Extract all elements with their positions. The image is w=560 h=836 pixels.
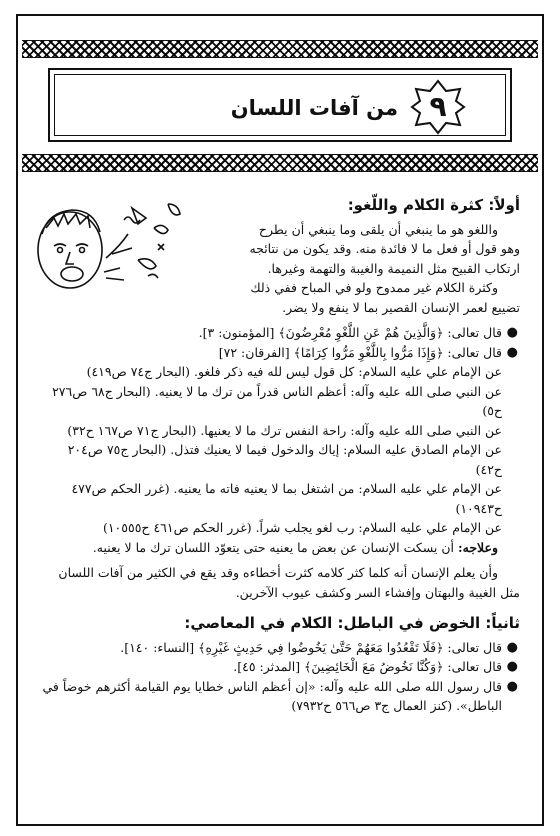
section1-heading: أولاً: كثرة الكلام واللّغو: — [347, 196, 520, 214]
list-item-text: عن النبي صلى الله عليه وآله: أعظم الناس قدراً من ترك ما لا يعنيه. (البحار ج٦٨ ص٢٧٦ ح٥) — [52, 383, 502, 418]
chapter-number: ٩ — [429, 90, 447, 123]
list-item-text: قال تعالى: ﴿فَلَا تَقْعُدُوا مَعَهُمْ حَتَّىٰ يَخُوضُوا فِي حَدِيثٍ غَيْرِهِ﴾ [النساء: ١٤٠]. — [120, 639, 502, 655]
cure-label: وعلاجه: — [458, 539, 498, 555]
bullet-icon: ● — [506, 639, 518, 655]
list-item-text: عن الإمام الصادق عليه السلام: إياك والدخول فيما لا يعنيك فتذل. (البحار ج٧٥ ص٢٠٤ ح٤٢) — [67, 442, 502, 477]
bullet-icon: ● — [506, 659, 518, 674]
content-body — [40, 196, 520, 716]
bullet-icon: ● — [506, 344, 518, 360]
list-item-text: قال رسول الله صلى الله عليه وآله: «إن أعظم الناس خطايا يوم القيامة أكثرهم خوضاً في الباطل». (كنز العمال ج٣ ص٥٦٦ ح٧٩٣٢) — [42, 678, 502, 713]
section2-heading: ثانياً: الخوض في الباطل: الكلام في المعاصي: — [184, 614, 520, 632]
section1-para2-line1: وكثرة الكلام غير ممدوح ولو في المباح ففي ذلك — [250, 280, 498, 295]
list-item — [40, 421, 520, 441]
chapter-header — [22, 40, 538, 170]
list-item — [40, 479, 520, 518]
chapter-number-badge — [410, 79, 466, 135]
ornament-band-bottom — [22, 154, 538, 172]
list-item — [40, 440, 520, 479]
title-box — [48, 68, 512, 142]
list-item-text: قال تعالى: ﴿وَالَّذِينَ هُمْ عَنِ اللَّغْوِ مُعْرِضُونَ﴾ [المؤمنون: ٣]. — [198, 325, 502, 340]
section1-para1-line1: واللغو هو ما ينبغي أن يلقى وما ينبغي أن يطرح — [258, 221, 498, 237]
list-item-text: عن الإمام علي عليه السلام: من اشتغل بما لا يعنيه فاته ما يعنيه. (غرر الحكم ص٤٧٧ ح١٠٩٤٣) — [71, 481, 502, 516]
ornament-band-top — [22, 40, 538, 58]
section1-para1-line2: وهو قول أو فعل ما لا فائدة منه. وقد يكون من نتائجه — [249, 241, 520, 256]
chapter-title: من آفات اللسان — [230, 96, 398, 120]
list-item-text: عن النبي صلى الله عليه وآله: راحة النفس ترك ما لا يعنيها. (البحار ج٧١ ص١٦٧ ح٣٢) — [67, 422, 502, 438]
list-item-text: قال تعالى: ﴿وَإِذَا مَرُّوا بِاللَّغْوِ مَرُّوا كِرَامًا﴾ [الفرقان: ٧٢] — [218, 344, 502, 360]
list-item — [40, 362, 520, 382]
cure-paragraph — [40, 538, 520, 558]
list-item — [40, 382, 520, 421]
list-item-text: عن الإمام علي عليه السلام: كل قول ليس لله فيه ذكر فلغو. (البحار ج٧٤ ص٤١٩) — [86, 364, 502, 379]
section1-para1-line3: ارتكاب القبيح مثل النميمة والغيبة والتهمة وغيرها. — [267, 260, 520, 276]
list-item-text: قال تعالى: ﴿وَكُنَّا نَخُوضُ مَعَ الْخَائِضِينَ﴾ [المدثر: ٤٥]. — [233, 659, 502, 674]
section1-para2-line2: تضييع لعمر الإنسان القصير بما لا ينفع ولا يضر. — [282, 299, 520, 315]
list-item — [40, 343, 520, 363]
list-item — [40, 518, 520, 538]
list-item — [40, 323, 520, 343]
bullet-icon: ● — [506, 325, 518, 340]
section1-para3-line2: مثل الغيبة والبهتان وإفشاء السر وكشف عيوب الآخرين. — [235, 584, 520, 600]
list-item — [40, 638, 520, 658]
list-item-text: عن الإمام علي عليه السلام: رب لغو يجلب شراً. (غرر الحكم ص٤٦١ ح١٠٥٥٥) — [102, 520, 502, 535]
cure-text: أن يسكت الإنسان عن بعض ما يعنيه حتى يتعوّد اللسان ترك ما لا يعنيه. — [92, 539, 455, 555]
list-item — [40, 677, 520, 716]
section1-para3-line1: وأن يعلم الإنسان أنه كلما كثر كلامه كثرت أخطاءه وقد يقع في الكثير من آفات اللسان — [58, 565, 498, 580]
list-item — [40, 657, 520, 677]
bullet-icon: ● — [506, 678, 518, 694]
